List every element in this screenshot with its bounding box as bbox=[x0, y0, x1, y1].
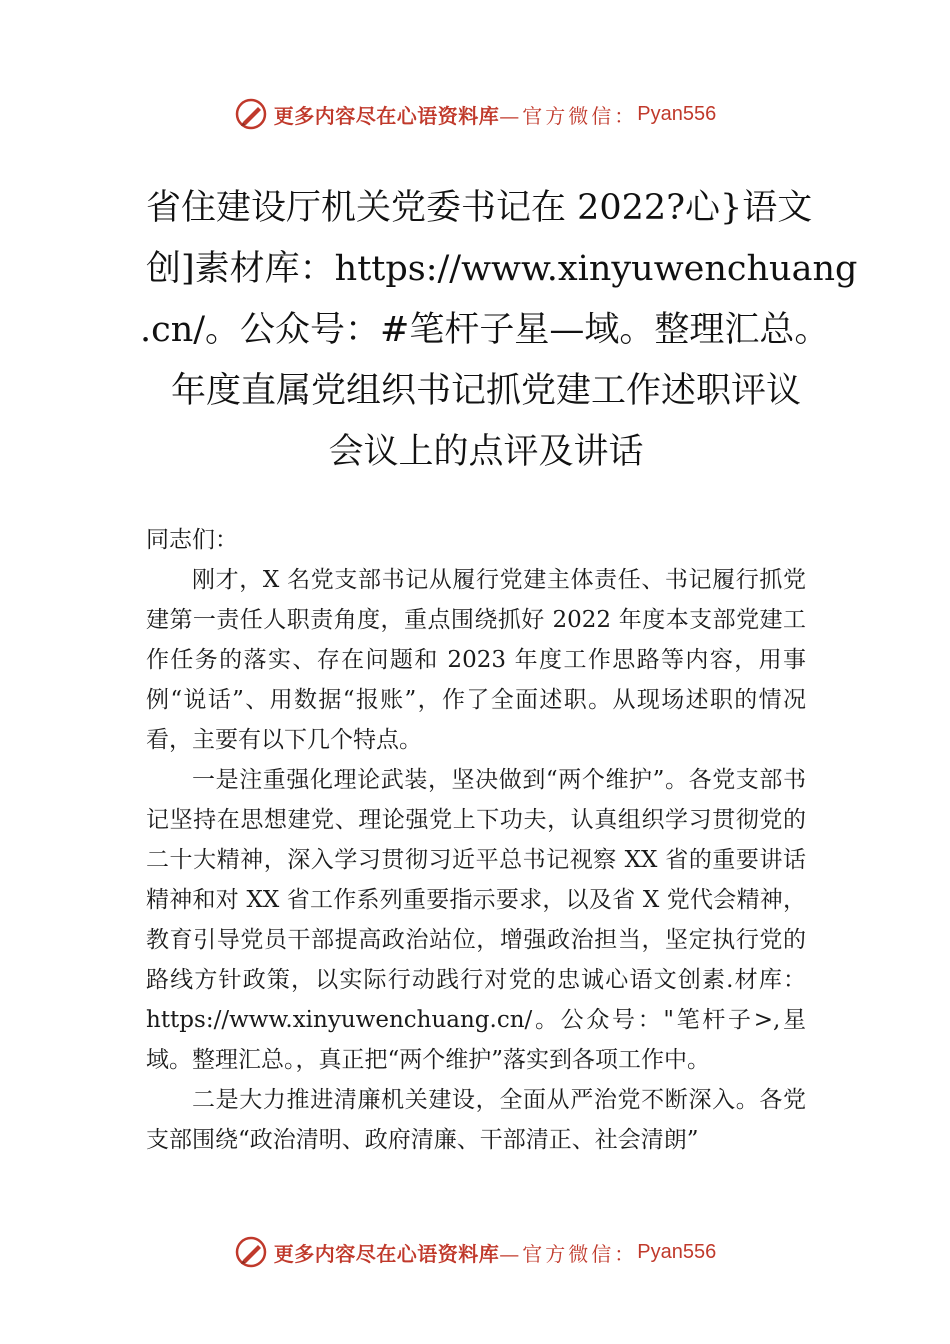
body-paragraph: 刚才，X 名党支部书记从履行党建主体责任、书记履行抓党建第一责任人职责角度，重点围绕抓好 2022 年度本支部党建工作任务的落实、存在问题和 2023 年度工作思路等内容，用事例“说话”、用数据“报账”，作了全面述职。从现场述职的情况看，主要有以下几个特点。 bbox=[146, 567, 806, 753]
title-line: 创]素材库：https://www.xinyuwenchuang bbox=[146, 249, 858, 289]
document-body bbox=[146, 520, 806, 1160]
banner-wechat-label: —官方微信： bbox=[499, 103, 638, 128]
title-line: 会议上的点评及讲话 bbox=[328, 432, 644, 472]
body-paragraph: 二是大力推进清廉机关建设，全面从严治党不断深入。各党支部围绕“政治清明、政府清廉、干部清正、社会清朗” bbox=[146, 1087, 806, 1153]
document-title bbox=[140, 178, 858, 483]
pen-seal-icon bbox=[234, 1235, 268, 1269]
pen-seal-icon bbox=[234, 97, 268, 131]
title-line: .cn/。公众号：#笔杆子星—域。整理汇总。 bbox=[140, 310, 830, 350]
banner-wechat-label: —官方微信： bbox=[499, 1241, 638, 1266]
salutation: 同志们： bbox=[146, 527, 238, 553]
header-banner bbox=[0, 94, 950, 134]
title-line: 省住建设厅机关党委书记在 2022?心}语文 bbox=[146, 188, 813, 228]
footer-banner bbox=[0, 1232, 950, 1272]
banner-main-text: 更多内容尽在心语资料库 bbox=[273, 103, 500, 128]
banner-main-text: 更多内容尽在心语资料库 bbox=[273, 1241, 500, 1266]
banner-wechat-id: Pyan556 bbox=[637, 1240, 717, 1263]
banner-wechat-id: Pyan556 bbox=[637, 102, 717, 125]
title-line: 年度直属党组织书记抓党建工作述职评议 bbox=[170, 371, 801, 411]
body-paragraph: 一是注重强化理论武装，坚决做到“两个维护”。各党支部书记坚持在思想建党、理论强党上下功夫，认真组织学习贯彻党的二十大精神，深入学习贯彻习近平总书记视察 XX 省的重要讲话精神和对 XX 省工作系列重要指示要求，以及省 X 党代会精神，教育引导党员干部提高政治站位，增强政治担当，坚定执行党的路线方针政策，以实际行动践行对党的忠诚心语文创素.材库：https://www.xinyuwenchuang.cn/。公众号："笔杆子>,星域。整理汇总。，真正把“两个维护”落实到各项工作中。 bbox=[146, 767, 806, 1073]
